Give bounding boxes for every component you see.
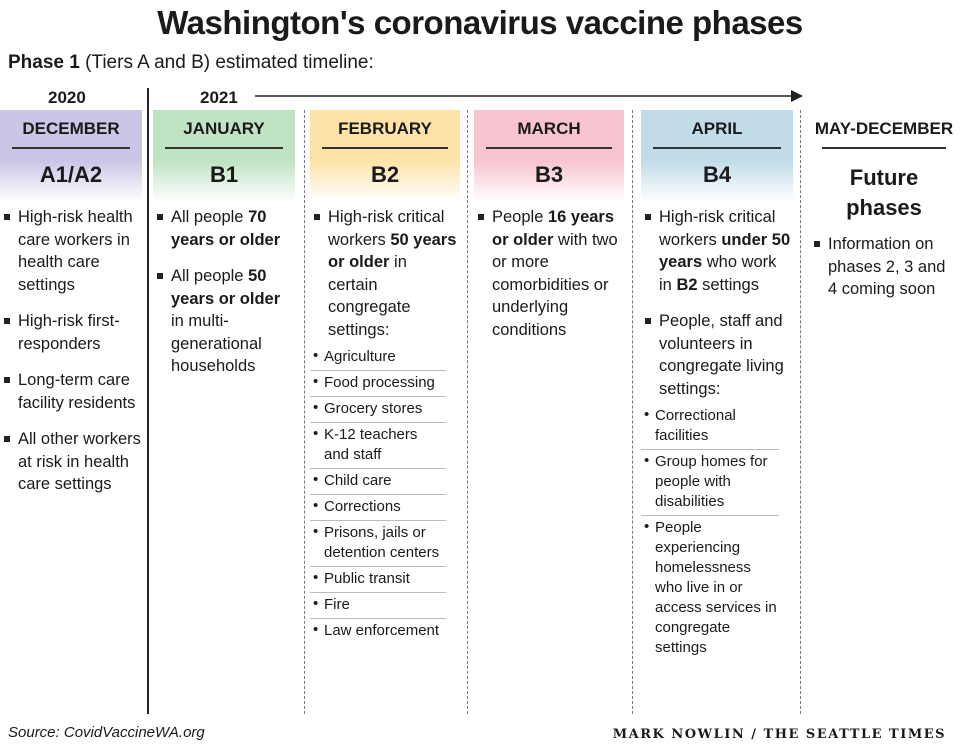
month-label: MARCH bbox=[517, 119, 581, 138]
year-2020-label: 2020 bbox=[48, 88, 86, 107]
header-rule bbox=[165, 147, 283, 149]
source-note: Source: CovidVaccineWA.org bbox=[8, 724, 205, 741]
sub-item: • Prisons, jails or detention centers bbox=[310, 521, 446, 567]
header-rule bbox=[322, 147, 448, 149]
sub-item: • Food processing bbox=[310, 371, 446, 397]
chart-title: Washington's coronavirus vaccine phases bbox=[157, 4, 803, 41]
sub-item: • People experiencing homelessness who live in or access services in congregate settings bbox=[641, 516, 779, 661]
month-label: FEBRUARY bbox=[338, 119, 432, 138]
column-future bbox=[810, 110, 958, 315]
list-item: Information on phases 2, 3 and 4 coming soon bbox=[810, 233, 958, 301]
tier-label: B2 bbox=[370, 162, 400, 187]
list-item: All people 70 years or older bbox=[153, 206, 295, 251]
month-label: APRIL bbox=[691, 119, 743, 138]
subtitle-rest: (Tiers A and B) estimated timeline: bbox=[79, 52, 374, 73]
list-item: High-risk critical workers under 50 years who work in B2 settings bbox=[641, 206, 793, 296]
list-item: All people 50 years or older in multi-generational households bbox=[153, 265, 295, 378]
sub-item: • Child care bbox=[310, 469, 446, 495]
month-label: JANUARY bbox=[183, 119, 265, 138]
sub-item: • Public transit bbox=[310, 567, 446, 593]
column-divider bbox=[632, 110, 633, 714]
year-2021-label: 2021 bbox=[200, 88, 238, 107]
header-rule bbox=[486, 147, 612, 149]
subtitle bbox=[8, 52, 374, 74]
sub-item: • Agriculture bbox=[310, 345, 446, 371]
header-rule bbox=[822, 147, 946, 149]
header-rule bbox=[653, 147, 781, 149]
sub-item: • K-12 teachers and staff bbox=[310, 423, 446, 469]
column-divider bbox=[800, 110, 801, 714]
sublist-february bbox=[310, 345, 460, 644]
list-item: People 16 years or older with two or more comorbidities or underlying conditions bbox=[474, 206, 624, 341]
column-april bbox=[641, 110, 793, 661]
sublist-april bbox=[641, 404, 793, 661]
tier-label: B4 bbox=[702, 162, 732, 187]
list-item: Long-term care facility residents bbox=[0, 369, 142, 414]
list-item: High-risk first-responders bbox=[0, 310, 142, 355]
sub-item: • Grocery stores bbox=[310, 397, 446, 423]
sub-item: • Group homes for people with disabilities bbox=[641, 450, 779, 516]
header-february bbox=[310, 110, 460, 202]
year-divider bbox=[147, 88, 149, 714]
subtitle-phase: Phase 1 bbox=[8, 52, 80, 73]
column-divider bbox=[467, 110, 468, 714]
column-december bbox=[0, 110, 142, 510]
list-item: All other workers at risk in health care settings bbox=[0, 428, 142, 496]
future-phases-title: Future phases bbox=[846, 165, 922, 220]
sub-item: • Fire bbox=[310, 593, 446, 619]
header-march bbox=[474, 110, 624, 202]
timeline-arrow-icon bbox=[255, 86, 805, 106]
list-item: High-risk health care workers in health care settings bbox=[0, 206, 142, 296]
list-item: People, staff and volunteers in congregate living settings: bbox=[641, 310, 793, 400]
header-rule bbox=[12, 147, 130, 149]
column-january bbox=[153, 110, 295, 392]
credit-line: MARK NOWLIN / THE SEATTLE TIMES bbox=[612, 727, 946, 742]
list-item: High-risk critical workers 50 years or older in certain congregate settings: bbox=[310, 206, 460, 341]
month-label: DECEMBER bbox=[22, 119, 120, 138]
column-march bbox=[474, 110, 624, 355]
sub-item: • Law enforcement bbox=[310, 619, 446, 644]
column-february bbox=[310, 110, 460, 644]
tier-label: B1 bbox=[209, 162, 239, 187]
month-label: MAY-DECEMBER bbox=[814, 119, 954, 138]
header-future bbox=[810, 110, 958, 139]
header-december bbox=[0, 110, 142, 202]
column-divider bbox=[304, 110, 305, 714]
tier-label: B3 bbox=[534, 162, 564, 187]
tier-label: A1/A2 bbox=[39, 162, 103, 187]
sub-item: • Correctional facilities bbox=[641, 404, 779, 450]
header-january bbox=[153, 110, 295, 202]
header-april bbox=[641, 110, 793, 202]
sub-item: • Corrections bbox=[310, 495, 446, 521]
